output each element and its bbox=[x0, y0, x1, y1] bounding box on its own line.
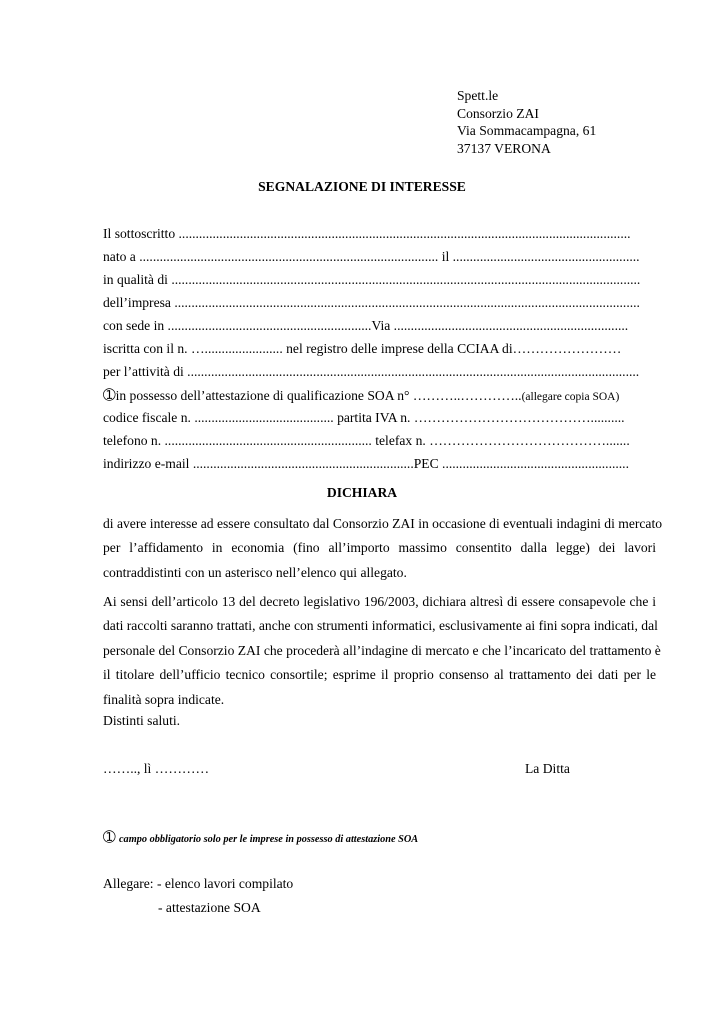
paragraph-line: il titolare dell’ufficio tecnico consortile; esprime il proprio consenso al trattamento dei dati per le bbox=[103, 667, 656, 683]
field-soa bbox=[103, 386, 619, 405]
recipient-line-3: Via Sommacampagna, 61 bbox=[457, 123, 597, 138]
paragraph-interest bbox=[103, 512, 663, 585]
footnote-marker-icon: ➀ bbox=[103, 830, 116, 846]
paragraph-privacy bbox=[103, 590, 661, 712]
paragraph-line: finalità sopra indicate. bbox=[103, 691, 225, 707]
field-email: indirizzo e-mail .................................................................PEC ....................................................... bbox=[103, 456, 629, 471]
recipient-line-2: Consorzio ZAI bbox=[457, 105, 539, 121]
soa-marker-icon: ➀ bbox=[103, 388, 116, 404]
field-impresa: dell’impresa ......................................................................................................................................... bbox=[103, 295, 640, 310]
paragraph-line: per l’affidamento in economia (fino all’importo massimo consentito dalla legge) dei lavori bbox=[103, 540, 656, 556]
document-title: SEGNALAZIONE DI INTERESSE bbox=[258, 179, 466, 194]
paragraph-line: Ai sensi dell’articolo 13 del decreto legislativo 196/2003, dichiara altresì di essere consapevole che i bbox=[103, 594, 656, 609]
recipient-line-4: 37137 VERONA bbox=[457, 140, 551, 156]
paragraph-line: personale del Consorzio ZAI che procederà all’indagine di mercato e che l’incaricato del trattamento è bbox=[103, 642, 661, 658]
field-cciaa: iscritta con il n. …....................... nel registro delle imprese della CCIAA di…………………… bbox=[103, 341, 622, 356]
soa-text: in possesso dell’attestazione di qualificazione SOA n° ………..………….. bbox=[115, 388, 522, 403]
field-qualita: in qualità di .......................................................................................................................................... bbox=[103, 272, 641, 287]
field-codice-fiscale: codice fiscale n. ......................................... partita IVA n. ………………………………….......... bbox=[103, 410, 625, 425]
footnote-text: campo obbligatorio solo per le imprese in possesso di attestazione SOA bbox=[118, 834, 419, 845]
paragraph-line: contraddistinti con un asterisco nell’elenco qui allegato. bbox=[103, 564, 407, 580]
field-sottoscritto: Il sottoscritto ..................................................................................................................................... bbox=[103, 226, 631, 241]
recipient-line-1: Spett.le bbox=[457, 88, 499, 103]
field-attivita: per l’attività di ..................................................................................................................................... bbox=[103, 364, 640, 379]
paragraph-line: di avere interesse ad essere consultato dal Consorzio ZAI in occasione di eventuali indagini di mercato bbox=[103, 516, 663, 531]
dichiara-heading: DICHIARA bbox=[326, 485, 398, 500]
recipient-address bbox=[457, 87, 596, 157]
field-telefono: telefono n. ............................................................. telefax n. …………………………………....... bbox=[103, 433, 630, 448]
soa-copy-note: (allegare copia SOA) bbox=[521, 391, 620, 403]
signature-label: La Ditta bbox=[525, 761, 570, 776]
attachment-item-soa: - attestazione SOA bbox=[158, 900, 261, 915]
attachments-label: Allegare: - elenco lavori compilato bbox=[103, 876, 294, 891]
field-sede: con sede in ............................................................Via ..................................................................... bbox=[103, 318, 629, 333]
closing: Distinti saluti. bbox=[103, 713, 181, 728]
footnote bbox=[103, 828, 418, 847]
field-nato-a: nato a ........................................................................................ il ....................................................... bbox=[103, 249, 640, 264]
place-date: …….., lì ………… bbox=[103, 761, 210, 776]
paragraph-line: dati raccolti saranno trattati, anche con strumenti informatici, esclusivamente ai fini sopra indicati, dal bbox=[103, 618, 658, 634]
